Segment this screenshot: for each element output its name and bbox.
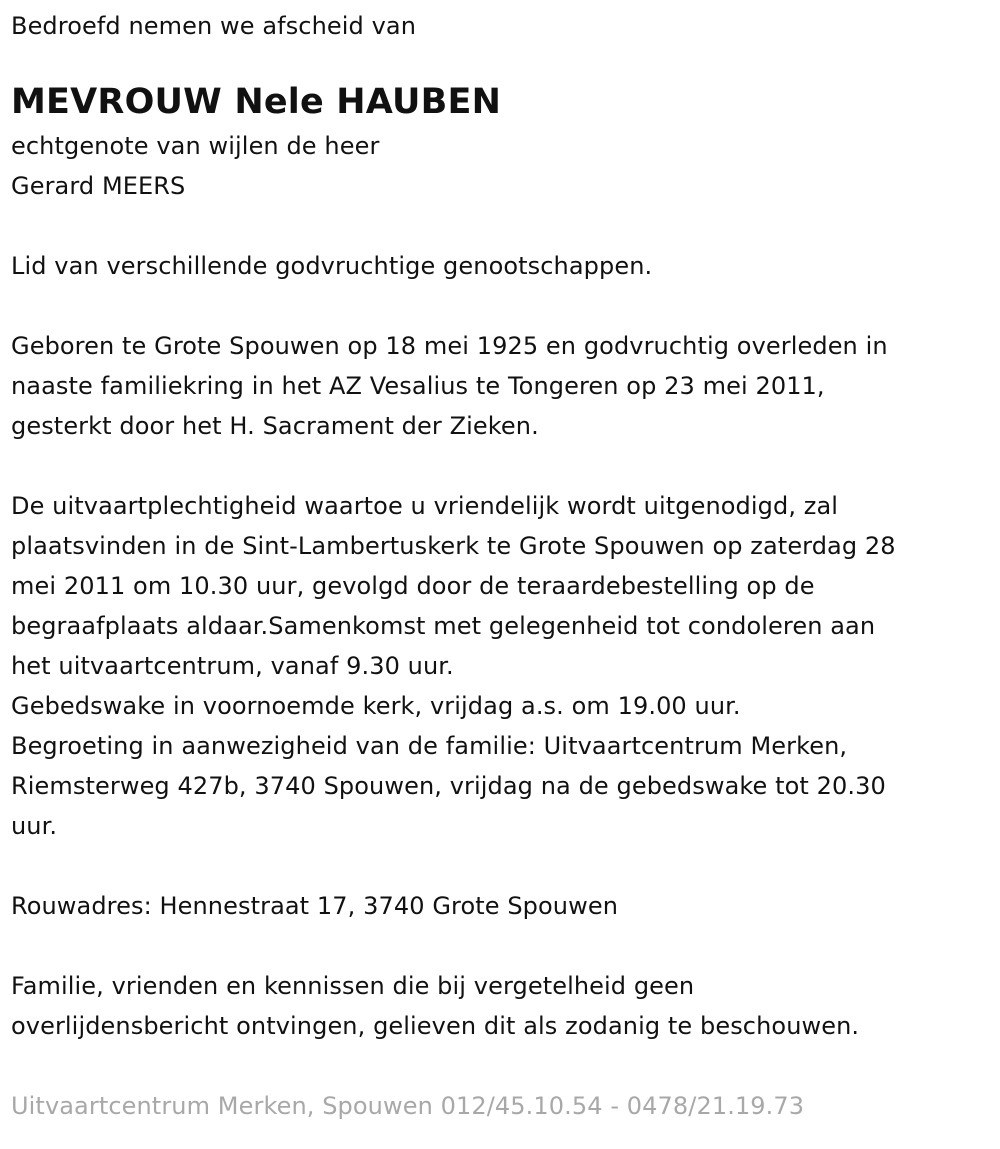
paragraph-line: Familie, vrienden en kennissen die bij vergetelheid geen [11,972,695,1000]
spouse-line: echtgenote van wijlen de heer [11,132,380,160]
notice-paragraph [11,966,991,1046]
spouse-name: Gerard MEERS [11,172,186,200]
spacer [11,926,991,966]
membership-text: Lid van verschillende godvruchtige genootschappen. [11,252,653,280]
birth-death-paragraph [11,326,991,446]
paragraph-line: begraafplaats aldaar.Samenkomst met gelegenheid tot condoleren aan [11,612,876,640]
spacer [11,206,991,246]
paragraph-line: De uitvaartplechtigheid waartoe u vriendelijk wordt uitgenodigd, zal [11,492,839,520]
spacer [11,846,991,886]
mourning-address: Rouwadres: Hennestraat 17, 3740 Grote Spouwen [11,892,619,920]
obituary-notice [11,6,991,1126]
paragraph-line: Riemsterweg 427b, 3740 Spouwen, vrijdag na de gebedswake tot 20.30 [11,772,886,800]
spouse-block [11,126,991,206]
intro-text: Bedroefd nemen we afscheid van [11,12,417,40]
paragraph-line: mei 2011 om 10.30 uur, gevolgd door de teraardebestelling op de [11,572,815,600]
funeral-home-contact: Uitvaartcentrum Merken, Spouwen 012/45.10.54 - 0478/21.19.73 [11,1092,805,1120]
paragraph-line: Begroeting in aanwezigheid van de familie: Uitvaartcentrum Merken, [11,732,848,760]
ceremony-paragraph [11,486,991,846]
paragraph-line: overlijdensbericht ontvingen, gelieven dit als zodanig te beschouwen. [11,1012,860,1040]
paragraph-line: het uitvaartcentrum, vanaf 9.30 uur. [11,652,454,680]
paragraph-line: Gebedswake in voornoemde kerk, vrijdag a.s. om 19.00 uur. [11,692,741,720]
spacer [11,286,991,326]
paragraph-line: plaatsvinden in de Sint-Lambertuskerk te Grote Spouwen op zaterdag 28 [11,532,896,560]
spacer [11,1046,991,1086]
paragraph-line: Geboren te Grote Spouwen op 18 mei 1925 en godvruchtig overleden in [11,332,888,360]
spacer [11,446,991,486]
paragraph-line: gesterkt door het H. Sacrament der Zieken. [11,412,539,440]
deceased-name: MEVROUW Nele HAUBEN [11,82,502,122]
paragraph-line: uur. [11,812,58,840]
paragraph-line: naaste familiekring in het AZ Vesalius te Tongeren op 23 mei 2011, [11,372,825,400]
